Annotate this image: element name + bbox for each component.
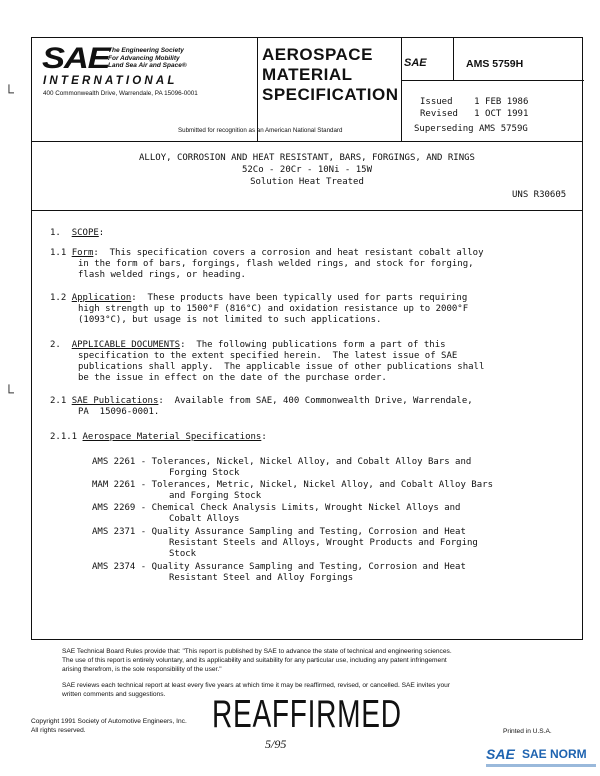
- logo-tagline: The Engineering Society For Advancing Mobility Land Sea Air and Space®: [108, 47, 187, 69]
- margin-mark: └: [4, 386, 14, 401]
- sae-mark: SAE: [404, 57, 427, 69]
- logo-international: INTERNATIONAL: [43, 75, 178, 87]
- reference-item-cont: Cobalt Alloys: [169, 514, 240, 524]
- header-divider: [257, 38, 258, 141]
- reference-item-cont: Resistant Steel and Alloy Forgings: [169, 573, 354, 583]
- review-note: SAE reviews each technical report at least every five years at which time it may be reaffirmed, revised, or cancelled. SAE invites your written comments and suggestions.: [62, 682, 450, 698]
- printed-in: Printed in U.S.A.: [503, 728, 552, 735]
- section-1-1: 1.1 Form: This specification covers a corrosion and heat resistant cobalt alloy: [50, 248, 484, 258]
- condition: Solution Heat Treated: [250, 177, 364, 187]
- section-2: 2. APPLICABLE DOCUMENTS: The following publications form a part of this: [50, 340, 446, 350]
- doc-type-title: AEROSPACE MATERIAL SPECIFICATION: [262, 45, 399, 104]
- ams-number: AMS 5759H: [466, 58, 524, 70]
- material-title: ALLOY, CORROSION AND HEAT RESISTANT, BARS, FORGINGS, AND RINGS: [139, 153, 475, 163]
- body-line: PA 15096-0001.: [78, 407, 160, 417]
- header-divider: [453, 38, 454, 80]
- body-line: in the form of bars, forgings, flash welded rings, and stock for forging,: [78, 259, 474, 269]
- sae-norm-underline: [486, 764, 596, 767]
- section-2-1-1: 2.1.1 Aerospace Material Specifications:: [50, 432, 267, 442]
- reference-item: AMS 2261 - Tolerances, Nickel, Nickel Alloy, and Cobalt Alloy Bars and: [92, 457, 472, 467]
- body-line: high strength up to 1500°F (816°C) and oxidation resistance up to 2000°F: [78, 304, 469, 314]
- body-line: flash welded rings, or heading.: [78, 270, 246, 280]
- reference-item: AMS 2269 - Chemical Check Analysis Limits, Wrought Nickel Alloys and: [92, 503, 461, 513]
- issued-date: Issued 1 FEB 1986: [420, 97, 529, 107]
- title-box: [31, 141, 583, 211]
- issue-dates: [420, 96, 528, 120]
- reference-item-cont: and Forging Stock: [169, 491, 262, 501]
- superseding: Superseding AMS 5759G: [414, 124, 528, 134]
- composition: 52Co - 20Cr - 10Ni - 15W: [241, 165, 373, 175]
- copyright: Copyright 1991 Society of Automotive Engineers, Inc. All rights reserved.: [31, 718, 187, 734]
- uns-number: UNS R30605: [512, 190, 567, 200]
- submitted-note: Submitted for recognition as an American National Standard: [178, 127, 343, 134]
- reference-item-cont: Resistant Steels and Alloys, Wrought Products and Forging: [169, 538, 478, 548]
- reference-item-cont: Forging Stock: [169, 468, 240, 478]
- sae-norm-logo-icon: SAE: [486, 746, 515, 762]
- scope-heading: SCOPE: [71, 228, 99, 238]
- body-line: specification to the extent specified herein. The latest issue of SAE: [78, 351, 458, 361]
- body-line: (1093°C), but usage is not limited to such applications.: [78, 315, 382, 325]
- sae-logo: SAE: [42, 42, 110, 75]
- section-1: 1. SCOPE:: [50, 228, 105, 238]
- reference-item: AMS 2374 - Quality Assurance Sampling and Testing, Corrosion and Heat: [92, 562, 466, 572]
- body-line: publications shall apply. The applicable issue of other publications shall: [78, 362, 485, 372]
- reference-item-cont: Stock: [169, 549, 197, 559]
- reference-item: MAM 2261 - Tolerances, Metric, Nickel, Nickel Alloy, and Cobalt Alloy Bars: [92, 480, 493, 490]
- reference-item: AMS 2371 - Quality Assurance Sampling and Testing, Corrosion and Heat: [92, 527, 466, 537]
- sae-norm-label: SAE NORM: [522, 747, 587, 761]
- reaffirmed-stamp: REAFFIRMED: [212, 693, 402, 736]
- technical-board-rules: SAE Technical Board Rules provide that: "This report is published by SAE to advance the state of technical and engineering sciences. The use of this report is entirely voluntary, and its applicability and suitability for any particular use, including any patent infringement arising therefrom, is the sole responsibility of the user.": [62, 648, 452, 673]
- header-divider: [401, 38, 402, 141]
- body-line: be the issue in effect on the date of the purchase order.: [78, 373, 387, 383]
- handwritten-initials: 5/95: [265, 737, 287, 751]
- section-1-2: 1.2 Application: These products have been typically used for parts requiring: [50, 293, 468, 303]
- margin-mark: └: [4, 86, 14, 101]
- header-rule: [401, 80, 584, 81]
- sae-address: 400 Commonwealth Drive, Warrendale, PA 15096-0001: [43, 90, 198, 97]
- revised-date: Revised 1 OCT 1991: [420, 109, 529, 119]
- section-2-1: 2.1 SAE Publications: Available from SAE, 400 Commonwealth Drive, Warrendale,: [50, 396, 473, 406]
